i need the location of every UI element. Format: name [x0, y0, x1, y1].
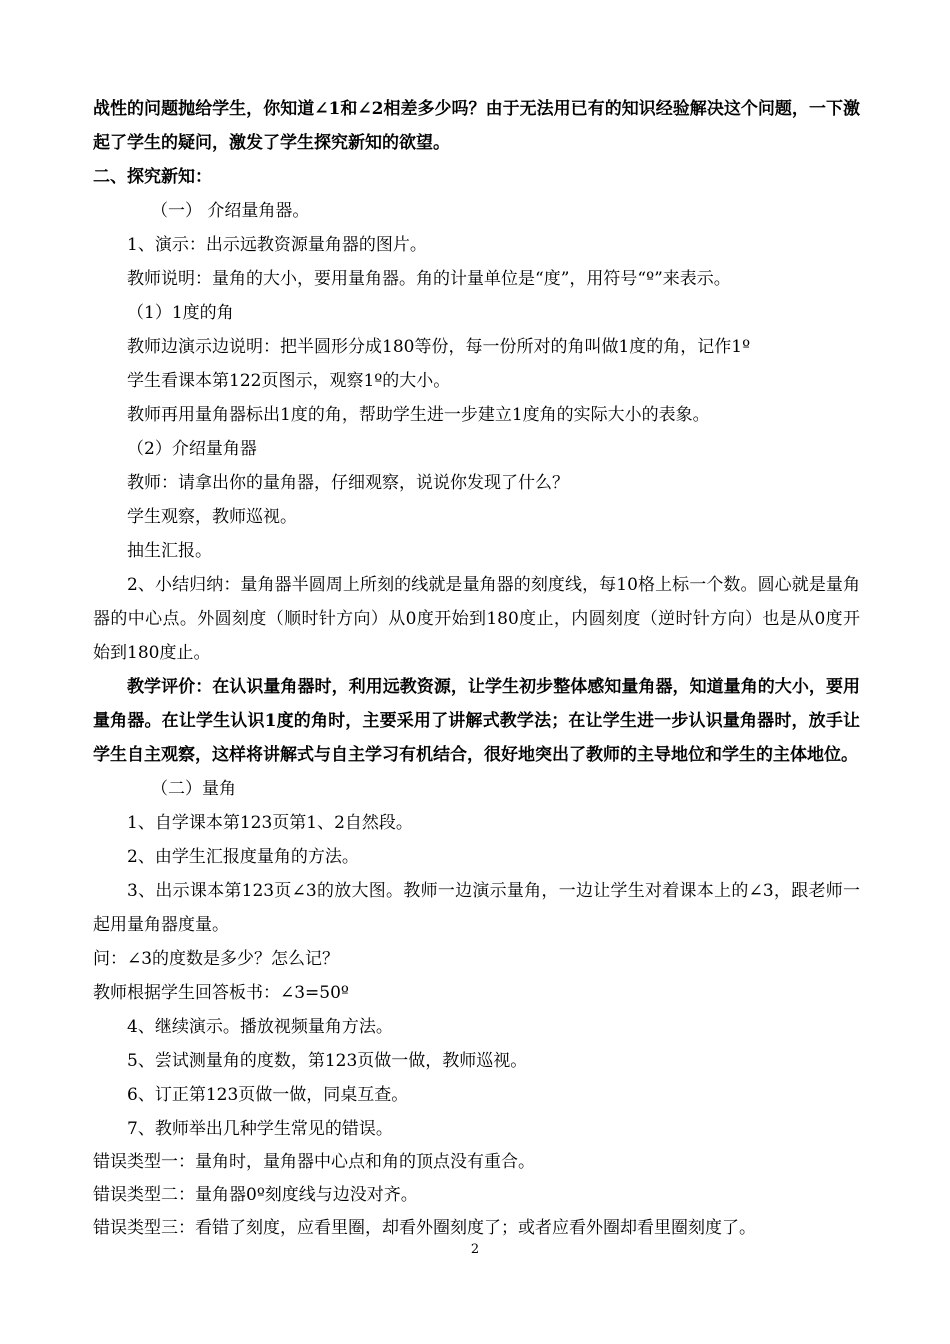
intro-paragraph: 战性的问题抛给学生，你知道∠1和∠2相差多少吗？由于无法用已有的知识经验解决这个问题，一下激起了学生的疑问，激发了学生探究新知的欲望。 [93, 99, 860, 153]
evaluation-paragraph: 教学评价：在认识量角器时，利用远教资源，让学生初步整体感知量角器，知道量角的大小，要用量角器。在让学生认识1度的角时，主要采用了讲解式教学法；在让学生进一步认识量角器时，放手让学生自主观察，这样将讲解式与自主学习有机结合，很好地突出了教师的主导地位和学生的主体地位。 [93, 677, 860, 765]
explain-line: 教师说明：量角的大小，要用量角器。角的计量单位是“度”，用符号“º”来表示。 [127, 269, 731, 289]
part1-title: （一） 介绍量角器。 [151, 201, 310, 221]
sub1-line2: 学生看课本第122页图示，观察1º的大小。 [127, 371, 451, 391]
sub1-line1: 教师边演示边说明：把半圆形分成180等份，每一份所对的角叫做1度的角，记作1º [127, 337, 751, 357]
part2-title: （二）量角 [151, 779, 236, 799]
question-line: 问：∠3的度数是多少？怎么记？ [93, 949, 340, 969]
sub2-line1: 教师：请拿出你的量角器，仔细观察，说说你发现了什么？ [127, 473, 569, 493]
error-type-3: 错误类型三：看错了刻度，应看里圈，却看外圈刻度了；或者应看外圈却看里圈刻度了。 [93, 1218, 756, 1238]
sub2-line2: 学生观察，教师巡视。 [127, 507, 297, 527]
step1: 1、自学课本第123页第1、2自然段。 [127, 813, 413, 833]
page-number: 2 [470, 1242, 480, 1257]
section-heading: 二、探究新知： [93, 167, 212, 187]
demo-line: 1、演示：出示远教资源量角器的图片。 [127, 235, 427, 255]
sub1-title: （1）1度的角 [127, 303, 234, 323]
sub2-line3: 抽生汇报。 [127, 541, 212, 561]
step3: 3、出示课本第123页∠3的放大图。教师一边演示量角，一边让学生对着课本上的∠3，跟老师一起用量角器度量。 [93, 881, 860, 935]
error-type-2: 错误类型二：量角器0º刻度线与边没对齐。 [93, 1185, 418, 1205]
step7: 7、教师举出几种学生常见的错误。 [127, 1119, 393, 1139]
board-line: 教师根据学生回答板书：∠3=50º [93, 983, 349, 1003]
step4: 4、继续演示。播放视频量角方法。 [127, 1017, 393, 1037]
step5: 5、尝试测量角的度数，第123页做一做，教师巡视。 [127, 1051, 528, 1071]
summary-paragraph: 2、小结归纳：量角器半圆周上所刻的线就是量角器的刻度线，每10格上标一个数。圆心就是量角器的中心点。外圆刻度（顺时针方向）从0度开始到180度止，内圆刻度（逆时针方向）也是从0度开始到180度止。 [93, 575, 860, 663]
sub1-line3: 教师再用量角器标出1度的角，帮助学生进一步建立1度角的实际大小的表象。 [127, 405, 710, 425]
step6: 6、订正第123页做一做，同桌互查。 [127, 1085, 409, 1105]
sub2-title: （2）介绍量角器 [127, 439, 257, 459]
step2: 2、由学生汇报度量角的方法。 [127, 847, 359, 867]
error-type-1: 错误类型一：量角时，量角器中心点和角的顶点没有重合。 [93, 1152, 535, 1172]
